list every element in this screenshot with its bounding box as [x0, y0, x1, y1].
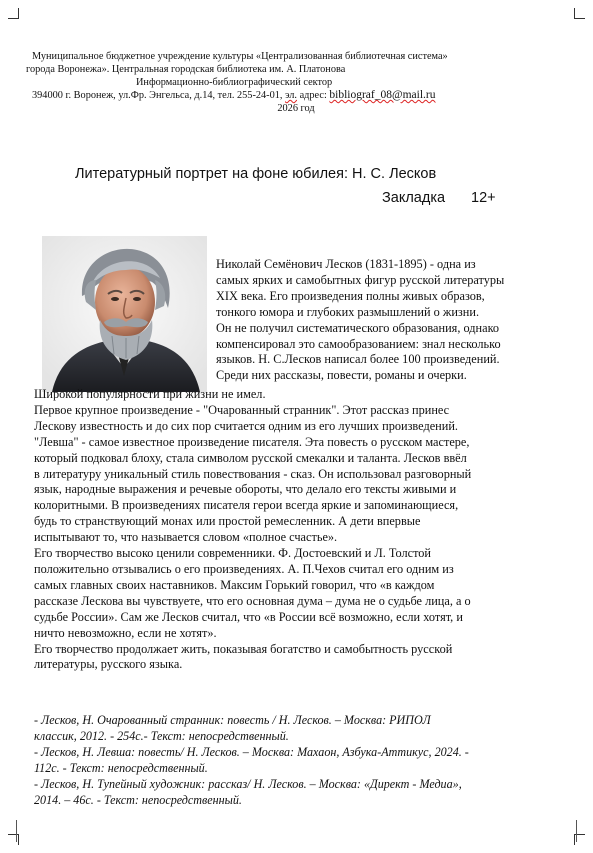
reference-line: 2014. – 46с. - Текст: непосредственный.: [34, 793, 242, 807]
header-address-label: адрес:: [297, 90, 330, 101]
bio-line: компенсировал это самообразованием: знал несколько: [216, 336, 501, 351]
reference-line: - Лесков, Н. Левша: повесть/ Н. Лесков. – Москва: Махаон, Азбука-Аттикус, 2024. -: [34, 745, 469, 759]
reference-line: 112с. - Текст: непосредственный.: [34, 761, 208, 775]
header-line-4: [26, 89, 566, 102]
document-title: Литературный портрет на фоне юбилея: Н. С. Лесков: [75, 166, 437, 182]
margin-mark-right: [576, 820, 577, 842]
bio-line: языков. Н. С.Лесков написал более 100 произведений.: [216, 352, 500, 367]
header-line-2: города Воронежа». Центральная городская библиотека им. А. Платонова: [26, 64, 346, 75]
body-line: ничто невозможно, если не хотят».: [34, 625, 217, 640]
body-line: судьбе России». Сам же Лесков считал, что «в России всё возможно, если хотят, и: [34, 609, 463, 624]
body-line: Лескову известность и до сих пор считается одним из его лучших произведений.: [34, 418, 458, 433]
reference-line: классик, 2012. - 254с.- Текст: непосредственный.: [34, 729, 289, 743]
reference-line: - Лесков, Н. Тупейный художник: рассказ/ Н. Лесков. – Москва: «Директ - Медиа»,: [34, 777, 462, 791]
header-year: 2026 год: [277, 103, 315, 114]
body-line: Его творчество высоко ценили современники. Ф. Достоевский и Л. Толстой: [34, 546, 432, 561]
body-line: язык, народные выражения и речевые обороты, что делало его тексты живыми и: [34, 482, 457, 497]
references-list: [34, 712, 564, 808]
bio-intro: [216, 257, 564, 384]
crop-mark-top-right: [574, 8, 585, 19]
age-rating: 12+: [471, 190, 496, 206]
body-line: испытывают то, что называется словом «полное счастье».: [34, 530, 338, 545]
body-line: "Левша" - самое известное произведение писателя. Эта повесть о русском мастере,: [34, 434, 470, 449]
body-line: положительно отзывались о его произведениях. А. П.Чехов считал его одним из: [34, 561, 454, 576]
body-line: самых главных своих наставников. Максим Горький говорил, что «в каждом: [34, 577, 435, 592]
bio-line: XIX века. Его произведения полны живых образов,: [216, 288, 485, 303]
header-line-3: Информационно-библиографический сектор: [136, 77, 333, 88]
body-text: [34, 387, 574, 673]
bio-line: тонкого юмора и глубоких размышлений о жизни.: [216, 304, 480, 319]
crop-mark-top-left: [8, 8, 19, 19]
body-line: рассказе Лескова вы чувствуете, что его основная дума – дума не о судьбе лица, а о: [34, 593, 471, 608]
crop-mark-bottom-left: [8, 834, 19, 845]
reference-line: - Лесков, Н. Очарованный странник: повесть / Н. Лесков. – Москва: РИПОЛ: [34, 713, 431, 727]
body-line: в литературу уникальный стиль повествования - сказ. Он использовал разговорный: [34, 466, 472, 481]
bio-line: Николай Семёнович Лесков (1831-1895) - одна из: [216, 257, 476, 271]
body-line: Первое крупное произведение - "Очарованный странник". Этот рассказ принес: [34, 402, 450, 417]
institution-header: [26, 50, 566, 115]
body-line: Широкой популярности при жизни не имел.: [34, 387, 266, 401]
bookmark-label: Закладка: [382, 190, 446, 206]
header-address: 394000 г. Воронеж, ул.Фр. Энгельса, д.14, тел. 255-24-01,: [32, 90, 286, 101]
header-line-1: Муниципальное бюджетное учреждение культуры «Централизованная библиотечная система»: [32, 51, 448, 62]
author-portrait: [42, 236, 207, 392]
header-email: bibliograf_08@mail.ru: [329, 89, 436, 101]
body-line: будь то странствующий монах или простой ремесленник. А дети впервые: [34, 514, 421, 529]
body-line: который подковал блоху, стала символом русской смекалки и таланта. Лесков ввёл: [34, 450, 467, 465]
bio-line: Он не получил систематического образования, однако: [216, 320, 500, 335]
bio-line: Среди них рассказы, повести, романы и очерки.: [216, 368, 467, 383]
body-line: колоритными. В произведениях писателя герои всегда яркие и запоминающиеся,: [34, 498, 459, 513]
body-line: Его творчество продолжает жить, показывая богатство и самобытность русской: [34, 641, 453, 656]
margin-mark-left: [16, 820, 17, 842]
bio-line: самых ярких и самобытных фигур русской литературы: [216, 272, 505, 287]
portrait-image: [42, 236, 207, 392]
body-line: литературы, русского языка.: [34, 657, 183, 672]
header-el-abbrev: эл.: [285, 90, 298, 101]
document-subtitle: [382, 190, 496, 206]
